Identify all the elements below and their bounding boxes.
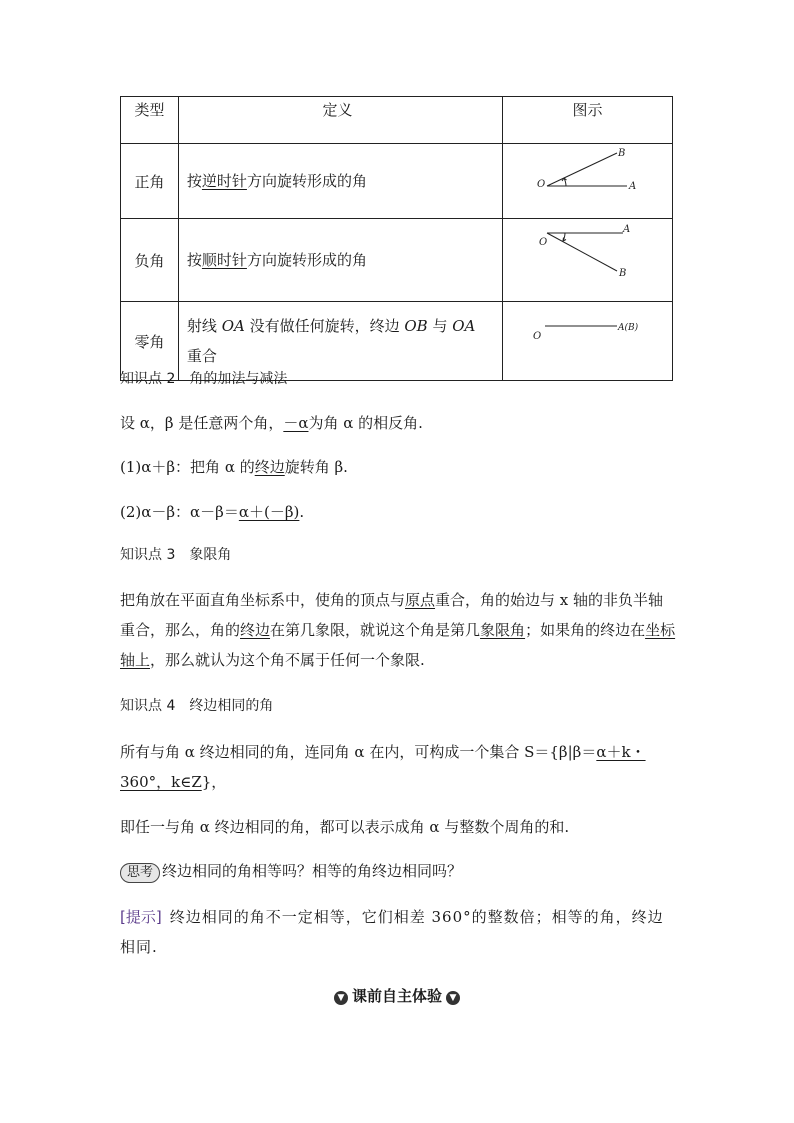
header-figure: 图示 — [502, 97, 672, 144]
def-text: 方向旋转形成的角 — [246, 251, 367, 269]
hint-text: 终边相同的角不一定相等，它们相差 360°的整数倍；相等的角，终边相同. — [120, 908, 664, 956]
underlined-text: 坐标轴上 — [120, 621, 676, 669]
label-b: B — [618, 268, 627, 279]
text: 在第几象限，就说这个角是第几 — [270, 621, 481, 639]
underlined-text: α＋k・360°，k∈Z — [120, 743, 646, 791]
underlined-text: α＋(－β) — [238, 503, 300, 521]
label-o: O — [538, 237, 548, 248]
table-row — [121, 144, 673, 219]
header-definition: 定义 — [178, 97, 502, 144]
text: . — [299, 503, 305, 521]
label-b: B — [617, 148, 626, 159]
def-underlined: 逆时针 — [201, 172, 247, 190]
text: 把角放在平面直角坐标系中，使角的顶点与 — [120, 591, 406, 609]
hint-tag: [提示] — [120, 908, 162, 926]
underlined-text: －α — [283, 414, 309, 432]
text: ，那么就认为这个角不属于任何一个象限. — [150, 651, 425, 669]
positive-angle-diagram — [503, 144, 672, 214]
section-heading-k4 — [120, 691, 676, 721]
chevron-down-icon: ▼ — [334, 991, 348, 1005]
label-a: A — [622, 224, 631, 235]
text: 旋转角 β. — [284, 458, 348, 476]
ray-ob: OB — [404, 317, 428, 335]
underlined-text: 象限角 — [480, 621, 526, 639]
definition-negative — [178, 219, 502, 302]
label-ab: A(B) — [617, 323, 639, 333]
section-label: 知识点 4 — [120, 698, 176, 714]
table-row — [121, 219, 673, 302]
text: 为角 α 的相反角. — [308, 414, 423, 432]
question-text: 终边相同的角相等吗？相等的角终边相同吗？ — [162, 862, 463, 880]
label-o: O — [536, 179, 546, 190]
def-underlined: 顺时针 — [201, 251, 247, 269]
type-negative: 负角 — [121, 219, 179, 302]
underlined-text: 终边 — [254, 458, 285, 476]
think-question — [120, 856, 676, 886]
text: 重合，角的始边与 x 轴的非负半轴重合，那么，角的 — [120, 591, 664, 639]
label-a: A — [628, 181, 637, 192]
underlined-text: 原点 — [405, 591, 436, 609]
text: }， — [201, 773, 227, 791]
text: 设 α，β 是任意两个角， — [120, 414, 284, 432]
text: (2)α－β：α－β＝ — [120, 503, 239, 521]
def-line-2: 重合 — [186, 347, 217, 365]
section-heading-k3 — [120, 540, 676, 570]
table-header-row — [121, 97, 673, 144]
section-label: 知识点 3 — [120, 547, 176, 563]
label-o: O — [532, 331, 542, 342]
paragraph — [120, 452, 676, 482]
section-title: 终边相同的角 — [189, 698, 274, 714]
def-text: 按 — [186, 251, 202, 269]
chevron-down-icon: ▼ — [446, 991, 460, 1005]
def-line-1 — [187, 311, 496, 341]
def-text: 与 — [427, 317, 453, 335]
figure-negative — [502, 219, 672, 302]
paragraph — [120, 497, 676, 527]
type-zero: 零角 — [121, 302, 179, 381]
def-text: 方向旋转形成的角 — [246, 172, 367, 190]
hint-paragraph — [120, 902, 676, 962]
section-label: 知识点 2 — [120, 371, 176, 387]
text: ；如果角的终边在 — [525, 621, 646, 639]
text: 所有与角 α 终边相同的角，连同角 α 在内，可构成一个集合 S＝{β|β＝ — [120, 743, 597, 761]
paragraph — [120, 408, 676, 438]
header-type: 类型 — [121, 97, 179, 144]
def-text: 射线 — [186, 317, 222, 335]
section-heading-k2 — [120, 364, 676, 394]
paragraph — [120, 585, 676, 675]
footer-title — [0, 985, 794, 1006]
section-title: 象限角 — [189, 547, 232, 563]
text: (1)α＋β：把角 α 的 — [120, 458, 255, 476]
type-positive: 正角 — [121, 144, 179, 219]
angle-types-table — [120, 96, 673, 381]
ray-oa: OA — [221, 317, 245, 335]
definition-positive — [178, 144, 502, 219]
footer-title-text: 课前自主体验 — [351, 987, 442, 1005]
def-text: 按 — [186, 172, 202, 190]
figure-positive — [502, 144, 672, 219]
section-title: 角的加法与减法 — [189, 371, 288, 387]
think-badge: 思考 — [120, 863, 160, 883]
def-text: 没有做任何旋转，终边 — [244, 317, 405, 335]
underlined-text: 终边 — [240, 621, 271, 639]
ray-oa: OA — [452, 317, 476, 335]
negative-angle-diagram — [503, 219, 672, 297]
paragraph — [120, 737, 676, 797]
paragraph: 即任一与角 α 终边相同的角，都可以表示成角 α 与整数个周角的和. — [120, 818, 570, 836]
